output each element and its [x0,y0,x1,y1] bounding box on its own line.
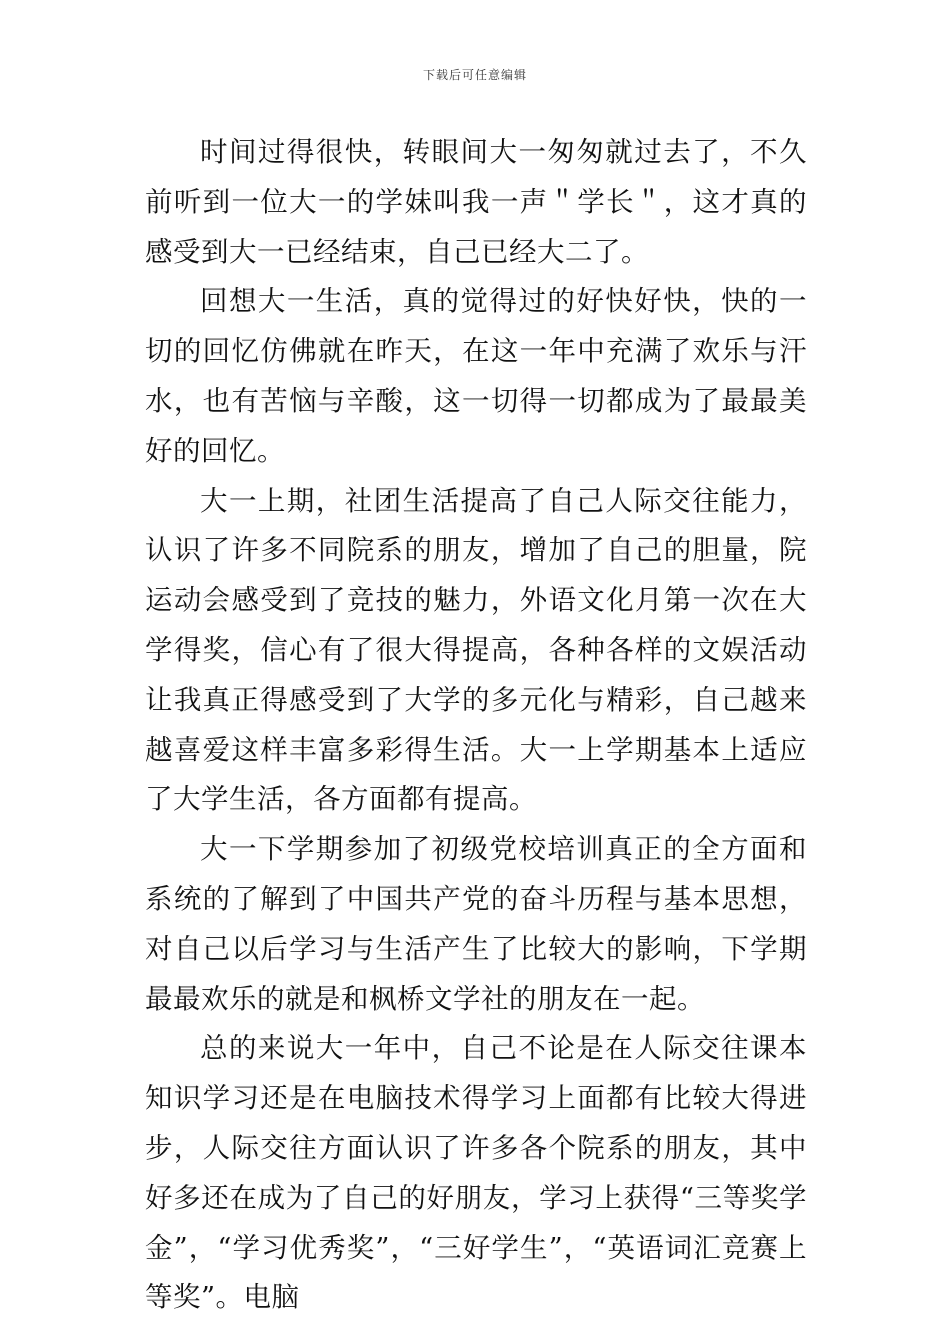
paragraph-2: 回想大一生活，真的觉得过的好快好快，快的一切的回忆仿佛就在昨天，在这一年中充满了欢乐与汗水，也有苦恼与辛酸，这一切得一切都成为了最最美好的回忆。 [145,285,807,467]
paragraph-1: 时间过得很快，转眼间大一匆匆就过去了，不久前听到一位大一的学妹叫我一声＂学长＂，这才真的感受到大一已经结束，自己已经大二了。 [145,136,807,268]
paragraph-3: 大一上期，社团生活提高了自己人际交往能力，认识了许多不同院系的朋友，增加了自己的胆量，院运动会感受到了竞技的魅力，外语文化月第一次在大学得奖，信心有了很大得提高，各种各样的文娱活动让我真正得感受到了大学的多元化与精彩，自己越来越喜爱这样丰富多彩得生活。大一上学期基本上适应了大学生活，各方面都有提高。 [145,484,807,816]
page-header-note: 下载后可任意编辑 [422,68,527,82]
paragraph-5: 总的来说大一年中，自己不论是在人际交往课本知识学习还是在电脑技术得学习上面都有比较大得进步，人际交往方面认识了许多各个院系的朋友，其中好多还在成为了自己的好朋友，学习上获得“三等奖学金”，“学习优秀奖”，“三好学生”，“英语词汇竞赛上等奖”。电脑 [145,1032,807,1314]
document-body [145,128,807,1323]
paragraph-4: 大一下学期参加了初级党校培训真正的全方面和系统的了解到了中国共产党的奋斗历程与基本思想，对自己以后学习与生活产生了比较大的影响，下学期最最欢乐的就是和枫桥文学社的朋友在一起。 [145,833,807,1015]
